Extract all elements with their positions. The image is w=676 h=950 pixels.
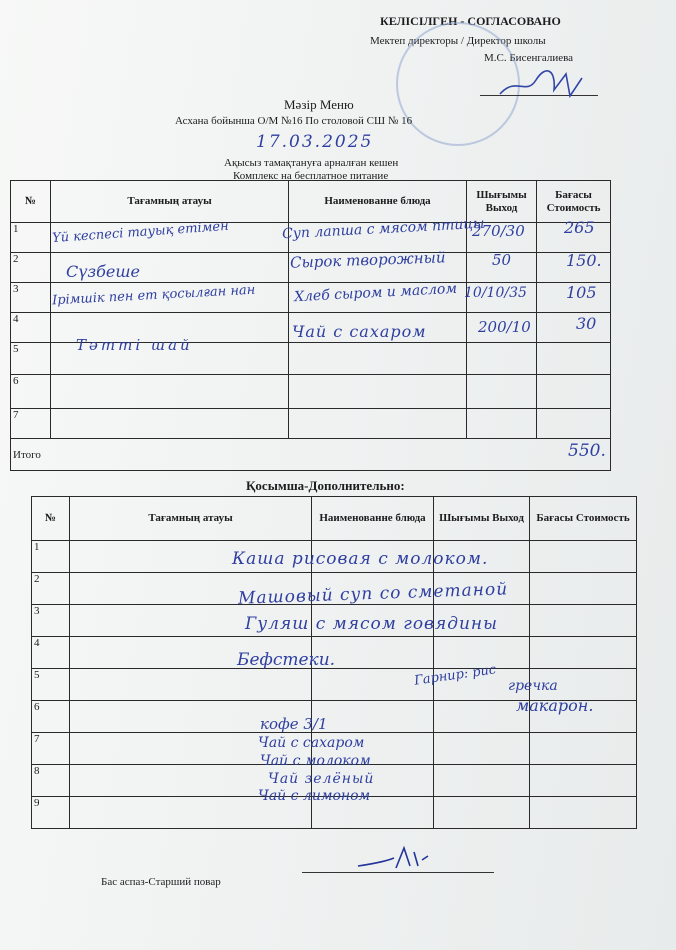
price-2: 150. <box>566 251 602 270</box>
price-3: 105 <box>566 283 597 302</box>
row-number: 1 <box>32 541 70 573</box>
yield-3: 10/10/35 <box>464 285 527 301</box>
dish-kz-3: Ірімшік пен ет қосылған нан <box>51 282 256 309</box>
additional-item-3: Гуляш с мясом говядины <box>245 614 498 634</box>
chef-signature <box>356 842 446 874</box>
dish-ru-2: Сырок творожный <box>289 248 446 272</box>
additional-item-6: кофе 3/1 <box>260 715 328 733</box>
director-signature <box>496 66 596 102</box>
row-number: 3 <box>11 283 51 313</box>
approval-position: Мектеп директоры / Директор школы <box>370 35 546 47</box>
dish-ru-4: Чай с сахаром <box>292 322 427 341</box>
add-col-header-name-kz: Тағамның атауы <box>70 497 312 541</box>
menu-title: Мәзір Меню <box>284 97 354 112</box>
garnish-label: Гарнир: рис <box>413 662 498 689</box>
dish-ru-1: Суп лапша с мясом птицы <box>281 215 485 243</box>
total-row <box>11 439 611 471</box>
add-col-header-yield: Шығымы Выход <box>434 497 530 541</box>
menu-subtitle: Асхана бойынша О/М №16 По столовой СШ № 16 <box>175 115 413 127</box>
garnish-buckwheat: гречка <box>508 678 558 694</box>
row-number: 5 <box>32 669 70 701</box>
additional-item-7b: Чай с молоком <box>260 753 371 769</box>
additional-title: Қосымша-Дополнительно: <box>246 478 405 493</box>
price-1: 265 <box>564 218 595 237</box>
total-value: 550. <box>568 441 606 461</box>
row-number: 9 <box>32 797 70 829</box>
col-header-name-kz: Тағамның атауы <box>51 181 289 223</box>
add-col-header-num: № <box>32 497 70 541</box>
approval-name: М.С. Бисенгалиева <box>484 52 574 64</box>
add-col-header-name-ru: Наименованне блюда <box>312 497 434 541</box>
additional-item-1: Каша рисовая с молоком. <box>232 549 489 569</box>
chef-label: Бас аспаз-Старший повар <box>101 876 221 888</box>
col-header-yield: Шығымы Выход <box>467 181 537 223</box>
col-header-name-ru: Наименованне блюда <box>289 181 467 223</box>
col-header-price: Бағасы Стоимость <box>537 181 611 223</box>
col-header-num: № <box>11 181 51 223</box>
dish-kz-2: Сүзбеше <box>66 262 140 281</box>
yield-4: 200/10 <box>478 318 531 336</box>
total-label: Итого <box>13 448 41 461</box>
row-number: 8 <box>32 765 70 797</box>
row-number: 5 <box>11 343 51 375</box>
row-number: 2 <box>11 253 51 283</box>
table-row <box>11 375 611 409</box>
price-4: 30 <box>576 314 597 333</box>
row-number: 6 <box>11 375 51 409</box>
row-number: 7 <box>11 409 51 439</box>
row-number: 7 <box>32 733 70 765</box>
row-number: 4 <box>11 313 51 343</box>
yield-1: 270/30 <box>472 222 525 240</box>
garnish-pasta: макарон. <box>516 696 594 715</box>
dish-kz-1: Үй кеспесі тауық етімен <box>51 218 230 247</box>
menu-date: 17.03.2025 <box>256 132 374 152</box>
table-row <box>11 409 611 439</box>
row-number: 1 <box>11 223 51 253</box>
row-number: 2 <box>32 573 70 605</box>
yield-2: 50 <box>492 251 512 269</box>
row-number: 6 <box>32 701 70 733</box>
additional-item-4: Бефстеки. <box>237 650 336 670</box>
additional-item-8b: Чай с лимоном <box>258 788 371 804</box>
row-number: 4 <box>32 637 70 669</box>
additional-item-2: Машовый суп со сметаной <box>237 579 509 609</box>
complex-title-kz: Ақысыз тамақтануға арналған кешен <box>224 157 399 169</box>
complex-title-ru: Комплекс на бесплатное питание <box>233 170 389 182</box>
dish-ru-3: Хлеб сыром и маслом <box>293 280 458 306</box>
row-number: 3 <box>32 605 70 637</box>
additional-item-8a: Чай зелёный <box>268 771 375 787</box>
approval-heading: КЕЛІСІЛГЕН - СОГЛАСОВАНО <box>380 14 561 28</box>
add-col-header-price: Бағасы Стоимость <box>530 497 637 541</box>
dish-kz-4: Тәтті шай <box>76 336 193 354</box>
additional-item-7a: Чай с сахаром <box>258 735 365 751</box>
